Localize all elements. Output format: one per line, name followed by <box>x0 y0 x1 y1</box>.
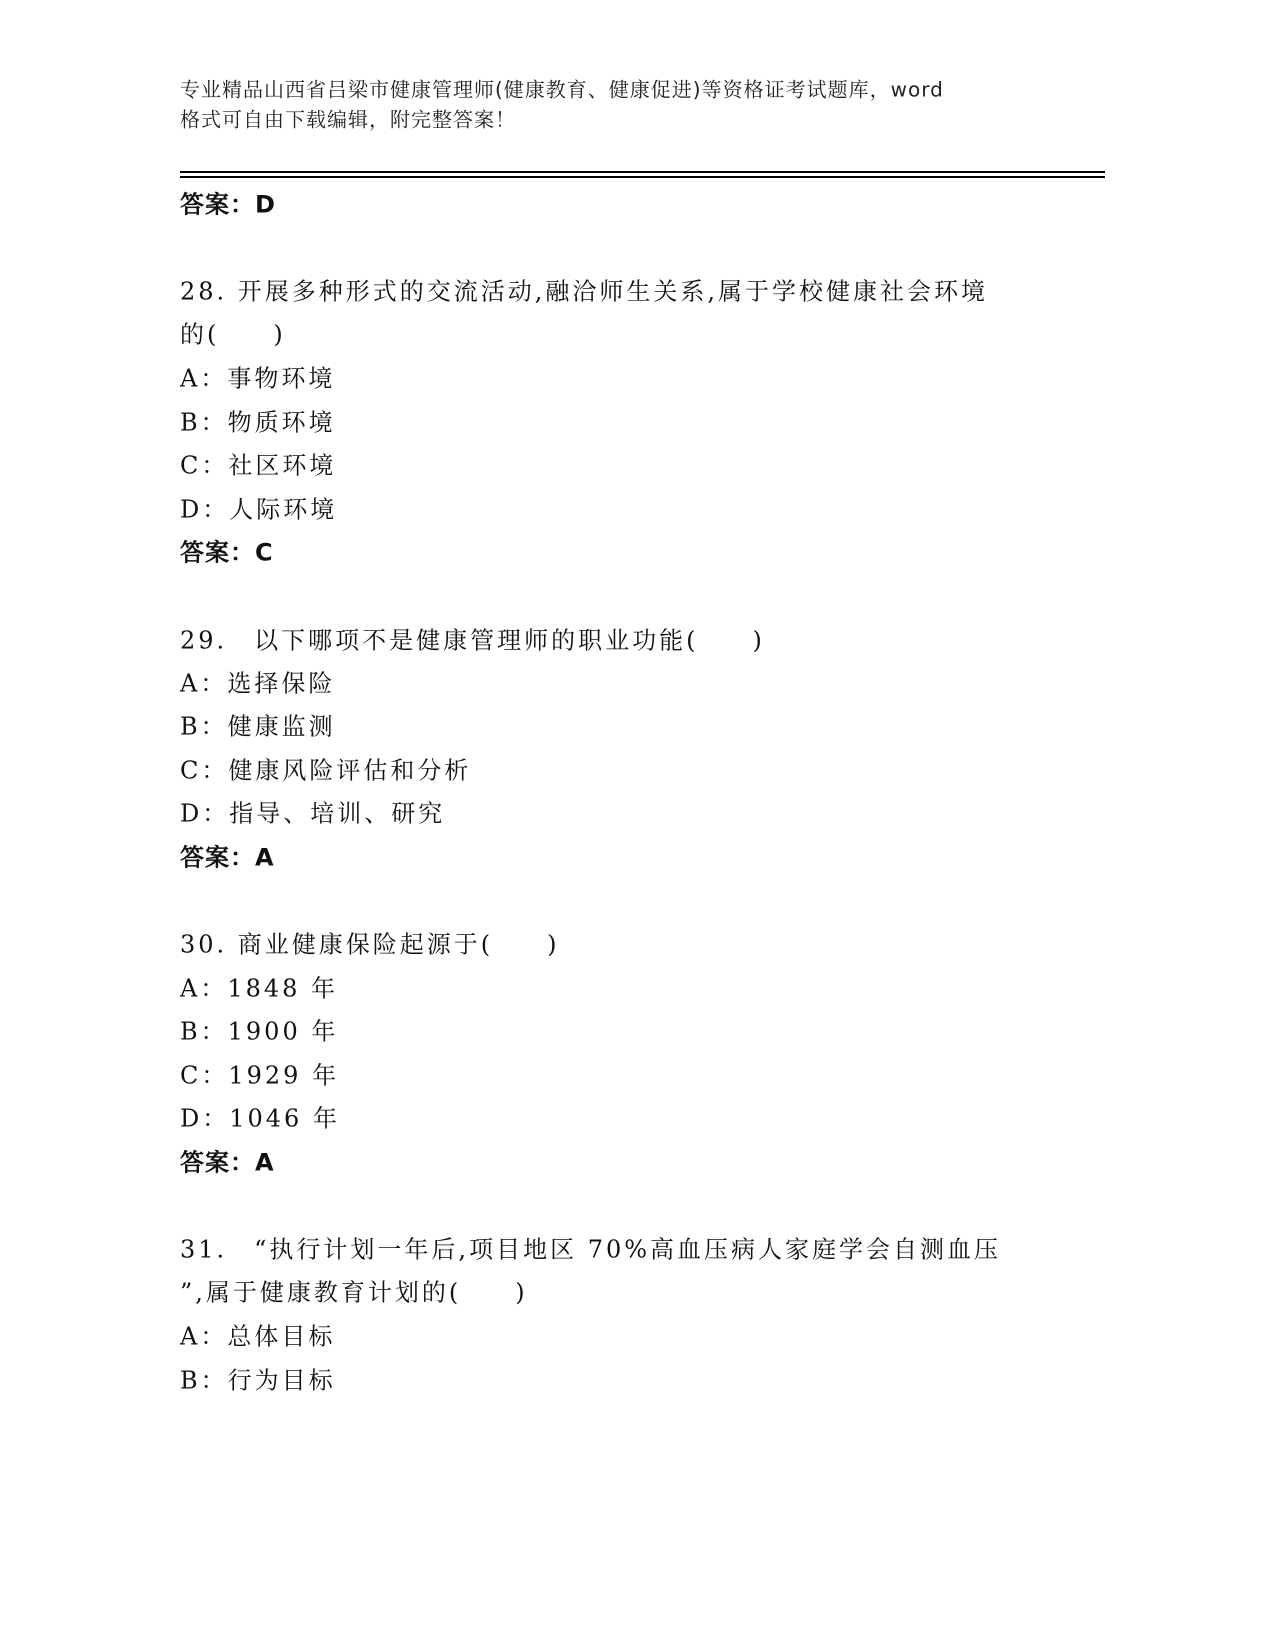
option-c: C：1929 年 <box>180 1061 340 1090</box>
doc-header-line-2: 格式可自由下载编辑，附完整答案！ <box>180 107 516 132</box>
answer: 答案：C <box>180 538 274 567</box>
option-c: C：社区环境 <box>180 451 337 480</box>
option-b: B：健康监测 <box>180 712 336 741</box>
option-d: D：1046 年 <box>180 1104 340 1133</box>
question-text: 30. 商业健康保险起源于( ) <box>180 930 560 959</box>
answer: 答案：A <box>180 843 275 872</box>
answer: 答案：A <box>180 1148 275 1177</box>
doc-header-line-1: 专业精品山西省吕梁市健康管理师(健康教育、健康促进)等资格证考试题库，word <box>180 77 944 102</box>
question-text: 31. “执行计划一年后,项目地区 70%高血压病人家庭学会自测血压 <box>180 1235 1002 1264</box>
answer-27: 答案：D <box>180 190 276 219</box>
option-d: D：指导、培训、研究 <box>180 799 446 828</box>
option-b: B：1900 年 <box>180 1017 339 1046</box>
option-a: A：1848 年 <box>180 974 339 1003</box>
option-b: B：物质环境 <box>180 408 336 437</box>
option-a: A：选择保险 <box>180 669 336 698</box>
option-a: A：总体目标 <box>180 1322 336 1351</box>
option-b: B：行为目标 <box>180 1366 336 1395</box>
header-divider-bottom <box>180 176 1105 178</box>
option-d: D：人际环境 <box>180 495 338 524</box>
question-text: 29. 以下哪项不是健康管理师的职业功能( ) <box>180 626 765 655</box>
question-text: 28. 开展多种形式的交流活动,融洽师生关系,属于学校健康社会环境 <box>180 277 989 306</box>
question-text: ”,属于健康教育计划的( ) <box>180 1278 528 1307</box>
question-text: 的( ) <box>180 320 286 349</box>
option-a: A：事物环境 <box>180 364 336 393</box>
option-c: C：健康风险评估和分析 <box>180 756 472 785</box>
header-divider-top <box>180 171 1105 173</box>
